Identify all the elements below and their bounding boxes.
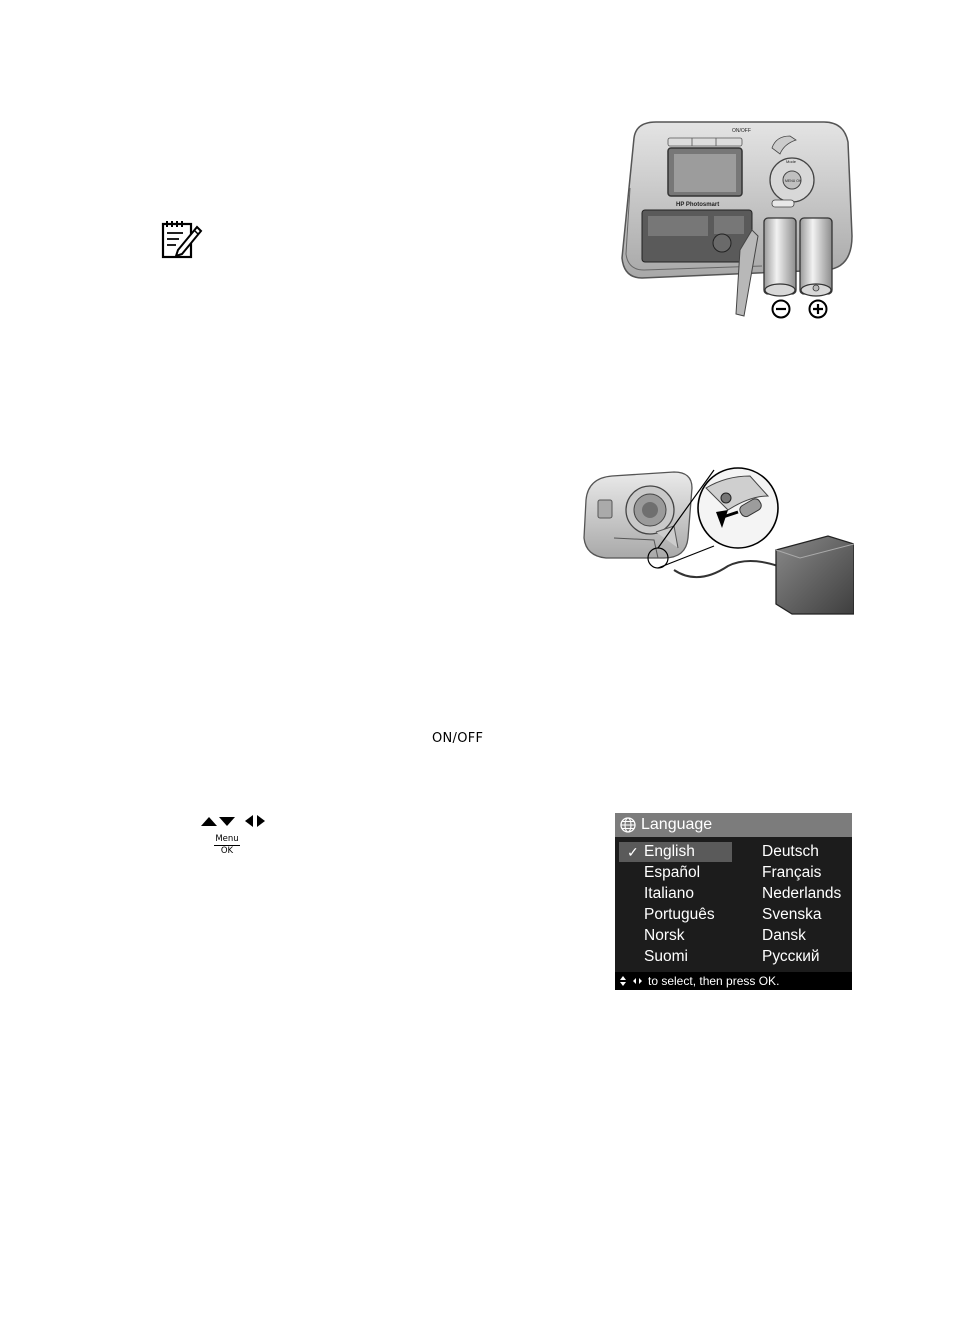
language-option-nederlands[interactable]: Nederlands [762,885,842,902]
onoff-button-label: ON/OFF [432,731,484,746]
camera-brand-text: HP Photosmart [676,202,720,208]
language-list [615,837,852,972]
language-option-deutsch[interactable]: Deutsch [762,843,819,860]
language-option-svenska[interactable]: Svenska [762,906,822,923]
language-option-label: English [644,843,695,860]
language-screen [615,813,852,990]
menu-ok-button-label [214,834,240,856]
language-header [615,813,852,837]
language-option-suomi[interactable]: Suomi [644,948,688,965]
language-option-francais[interactable]: Français [762,864,822,881]
language-title: Language [641,816,713,833]
ac-adapter-illustration [578,466,854,616]
camera-menuok-text: MENU OK [785,179,802,183]
language-option-portugues[interactable]: Português [644,906,715,923]
language-option-dansk[interactable]: Dansk [762,927,806,944]
language-option-english[interactable] [619,842,732,862]
camera-back-battery-illustration [612,118,856,323]
camera-onoff-text: ON/OFF [732,128,751,134]
arrow-buttons-icon [199,813,271,829]
navigation-arrows-icon [620,976,642,986]
menu-label: Menu [215,834,239,844]
ok-label: OK [220,846,234,856]
language-option-italiano[interactable]: Italiano [644,885,694,902]
language-hint-text: to select, then press OK. [648,974,780,988]
language-hint-bar [615,972,852,990]
camera-mode-text: Mode [786,159,797,164]
language-option-norsk[interactable]: Norsk [644,927,685,944]
globe-icon [620,817,636,833]
language-option-espanol[interactable]: Español [644,864,701,881]
language-option-russian[interactable]: Русский [762,948,820,965]
checkmark-icon: ✓ [627,844,639,860]
note-icon [160,218,204,260]
